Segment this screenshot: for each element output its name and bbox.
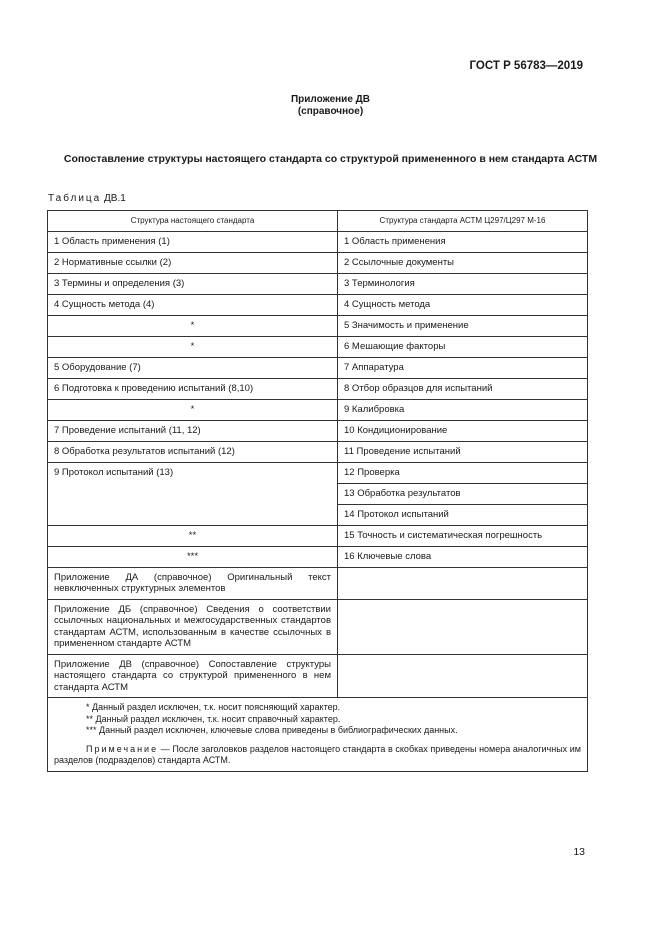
comparison-table	[47, 210, 588, 772]
cell-left: 7 Проведение испытаний (11, 12)	[48, 420, 338, 441]
footnote: * Данный раздел исключен, т.к. носит поясняющий характер.	[86, 702, 341, 712]
footnote: ** Данный раздел исключен, т.к. носит справочный характер.	[86, 713, 341, 724]
table-caption-prefix: Таблица	[48, 193, 102, 204]
cell-left: 1 Область применения (1)	[48, 231, 338, 252]
annex-title: Приложение ДВ	[290, 94, 371, 105]
page-title: Сопоставление структуры настоящего стандарта со структурой примененного в нем стандарта АСТМ	[63, 153, 598, 165]
cell-right: 6 Мешающие факторы	[338, 336, 588, 357]
cell-right: 12 Проверка	[338, 462, 588, 483]
page-number: 13	[573, 846, 585, 858]
table-row	[48, 399, 588, 420]
cell-right: 5 Значимость и применение	[338, 315, 588, 336]
cell-right: 14 Протокол испытаний	[338, 504, 588, 525]
annex-cell: Приложение ДВ (справочное) Сопоставление структуры настоящего стандарта со структурой примененного в нем стандарта АСТМ	[48, 654, 338, 698]
table-row	[48, 441, 588, 462]
table-row	[48, 294, 588, 315]
cell-right: 9 Калибровка	[338, 399, 588, 420]
table-row	[48, 420, 588, 441]
column-header-right: Структура стандарта АСТМ Ц297/Ц297 М-16	[338, 211, 588, 232]
annex-row	[48, 599, 588, 654]
annex-heading	[0, 94, 661, 118]
table-row	[48, 546, 588, 567]
annex-cell: Приложение ДА (справочное) Оригинальный текст невключенных структурных элементов	[48, 567, 338, 599]
column-header-left: Структура настоящего стандарта	[48, 211, 338, 232]
cell-right: 13 Обработка результатов	[338, 483, 588, 504]
annex-subtitle: (справочное)	[297, 106, 364, 117]
notes-cell	[48, 698, 588, 772]
cell-right: 15 Точность и систематическая погрешность	[338, 525, 588, 546]
cell-left: **	[48, 525, 338, 546]
table-header-row	[48, 211, 588, 232]
note-label: Примечание	[86, 743, 159, 754]
cell-left: 2 Нормативные ссылки (2)	[48, 252, 338, 273]
cell-left: *	[48, 315, 338, 336]
table-row	[48, 378, 588, 399]
cell-left: 4 Сущность метода (4)	[48, 294, 338, 315]
table-row	[48, 273, 588, 294]
annex-row	[48, 654, 588, 698]
cell-left: 3 Термины и определения (3)	[48, 273, 338, 294]
empty-cell	[338, 654, 588, 698]
cell-right: 16 Ключевые слова	[338, 546, 588, 567]
cell-right: 7 Аппаратура	[338, 357, 588, 378]
document-code: ГОСТ Р 56783—2019	[469, 60, 583, 72]
table-row	[48, 357, 588, 378]
cell-left: 5 Оборудование (7)	[48, 357, 338, 378]
cell-left: 6 Подготовка к проведению испытаний (8,10)	[48, 378, 338, 399]
table-row	[48, 252, 588, 273]
note	[54, 744, 581, 767]
cell-right: 2 Ссылочные документы	[338, 252, 588, 273]
cell-left: *	[48, 399, 338, 420]
table-row	[48, 525, 588, 546]
table-caption-number: ДВ.1	[104, 193, 126, 204]
cell-right: 1 Область применения	[338, 231, 588, 252]
table-row	[48, 315, 588, 336]
table-row	[48, 462, 588, 483]
annex-row	[48, 567, 588, 599]
cell-right: 10 Кондиционирование	[338, 420, 588, 441]
notes-row	[48, 698, 588, 772]
cell-right: 8 Отбор образцов для испытаний	[338, 378, 588, 399]
cell-right: 4 Сущность метода	[338, 294, 588, 315]
annex-cell: Приложение ДБ (справочное) Сведения о соответствии ссылочных национальных и межгосударственных стандартов стандартам АСТМ, использованным в качестве ссылочных в примененном стандарте АСТМ	[48, 599, 338, 654]
cell-right: 11 Проведение испытаний	[338, 441, 588, 462]
empty-cell	[338, 567, 588, 599]
cell-left: ***	[48, 546, 338, 567]
cell-left: 8 Обработка результатов испытаний (12)	[48, 441, 338, 462]
table-row	[48, 231, 588, 252]
table-row	[48, 336, 588, 357]
footnote: *** Данный раздел исключен, ключевые слова приведены в библиографических данных.	[86, 725, 458, 735]
cell-right: 3 Терминология	[338, 273, 588, 294]
note-text: — После заголовков разделов настоящего стандарта в скобках приведены номера аналогичных им разделов (подразделов) стандарта АСТМ.	[54, 743, 581, 765]
cell-left: 9 Протокол испытаний (13)	[48, 462, 338, 525]
cell-left: *	[48, 336, 338, 357]
table-caption	[48, 193, 126, 204]
empty-cell	[338, 599, 588, 654]
